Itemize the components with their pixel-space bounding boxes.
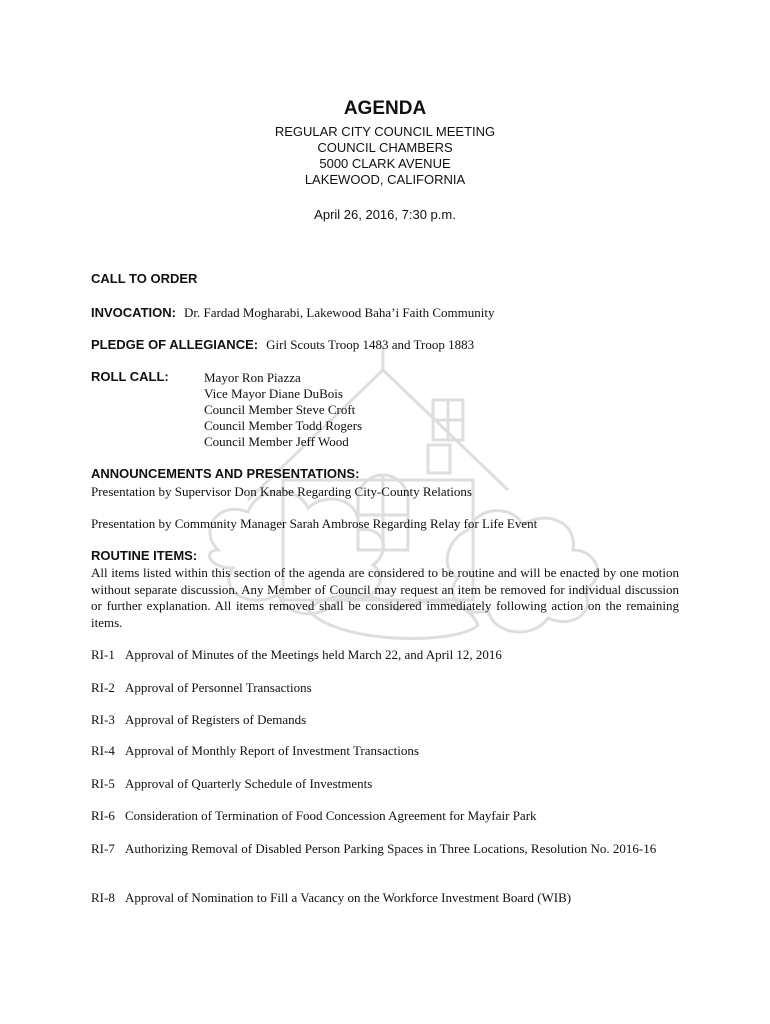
pledge-row xyxy=(91,336,474,354)
call-to-order-heading: CALL TO ORDER xyxy=(91,271,198,286)
routine-items-intro: All items listed within this section of the agenda are considered to be routine and will be enacted by one motion without separate discussion. Any Member of Council may request an item be removed for individual discussion or further explanation. All items removed shall be considered immediately following action on the remaining items. xyxy=(91,565,679,630)
meeting-venue: COUNCIL CHAMBERS xyxy=(317,140,453,155)
routine-item-text: Approval of Quarterly Schedule of Investments xyxy=(125,776,373,791)
routine-item-number: RI-3 xyxy=(91,712,115,727)
announcement-item: Presentation by Supervisor Don Knabe Regarding City-County Relations xyxy=(91,484,472,499)
roll-call-label: ROLL CALL: xyxy=(91,369,169,384)
routine-item-number: RI-1 xyxy=(91,647,115,662)
pledge-text: Girl Scouts Troop 1483 and Troop 1883 xyxy=(266,337,475,352)
routine-items-heading: ROUTINE ITEMS: xyxy=(91,548,198,563)
roll-call-list xyxy=(204,370,362,450)
roll-call-member: Council Member Jeff Wood xyxy=(204,434,349,449)
routine-item-number: RI-2 xyxy=(91,680,115,695)
announcements-heading: ANNOUNCEMENTS AND PRESENTATIONS: xyxy=(91,466,360,481)
routine-item-number: RI-8 xyxy=(91,890,115,905)
meeting-date: April 26, 2016, 7:30 p.m. xyxy=(314,207,456,222)
routine-item-text: Approval of Minutes of the Meetings held March 22, and April 12, 2016 xyxy=(125,647,502,662)
routine-item-number: RI-4 xyxy=(91,743,115,758)
roll-call-member: Vice Mayor Diane DuBois xyxy=(204,386,343,401)
routine-item-text: Approval of Monthly Report of Investment Transactions xyxy=(125,743,419,758)
routine-item-number: RI-6 xyxy=(91,808,115,823)
routine-item-text: Approval of Personnel Transactions xyxy=(125,680,312,695)
roll-call-member: Council Member Todd Rogers xyxy=(204,418,363,433)
meeting-type: REGULAR CITY COUNCIL MEETING xyxy=(274,124,496,139)
routine-item-number: RI-5 xyxy=(91,776,115,791)
roll-call-member: Council Member Steve Croft xyxy=(204,402,356,417)
roll-call-member: Mayor Ron Piazza xyxy=(204,370,301,385)
meeting-city: LAKEWOOD, CALIFORNIA xyxy=(304,172,466,187)
routine-item-text: Approval of Registers of Demands xyxy=(125,712,307,727)
invocation-text: Dr. Fardad Mogharabi, Lakewood Baha’i Faith Community xyxy=(183,305,495,320)
agenda-title: AGENDA xyxy=(343,98,427,119)
routine-item-text: Approval of Nomination to Fill a Vacancy on the Workforce Investment Board (WIB) xyxy=(125,890,572,905)
pledge-label: PLEDGE OF ALLEGIANCE: xyxy=(91,337,259,352)
routine-item-number: RI-7 xyxy=(91,841,115,856)
meeting-address: 5000 CLARK AVENUE xyxy=(319,156,451,171)
routine-item-text: Consideration of Termination of Food Concession Agreement for Mayfair Park xyxy=(125,808,537,823)
invocation-label: INVOCATION: xyxy=(91,305,176,320)
invocation-row xyxy=(91,304,495,322)
routine-item-text: Authorizing Removal of Disabled Person Parking Spaces in Three Locations, Resolution No. 2016-16 xyxy=(125,841,657,856)
announcement-item: Presentation by Community Manager Sarah Ambrose Regarding Relay for Life Event xyxy=(91,516,538,531)
